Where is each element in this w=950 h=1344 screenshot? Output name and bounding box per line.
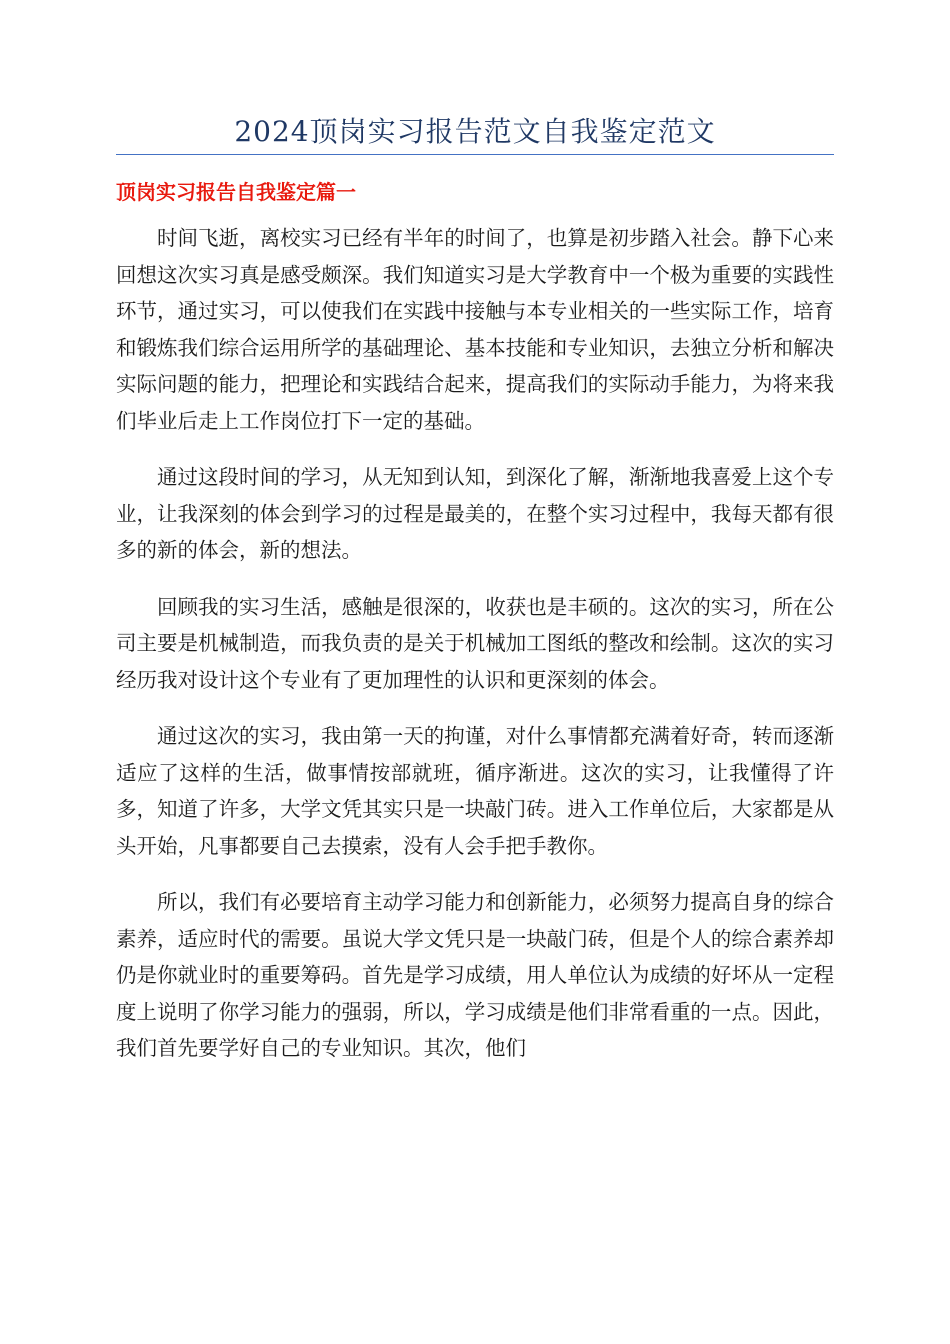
paragraph-1: 时间飞逝，离校实习已经有半年的时间了，也算是初步踏入社会。静下心来回想这次实习真是感受颇深。我们知道实习是大学教育中一个极为重要的实践性环节，通过实习，可以使我们在实践中接触与本专业相关的一些实际工作，培育和锻炼我们综合运用所学的基础理论、基本技能和专业知识，去独立分析和解决实际问题的能力，把理论和实践结合起来，提高我们的实际动手能力，为将来我们毕业后走上工作岗位打下一定的基础。 [116, 226, 834, 433]
paragraph-3: 回顾我的实习生活，感触是很深的，收获也是丰硕的。这次的实习，所在公司主要是机械制造，而我负责的是关于机械加工图纸的整改和绘制。这次的实习经历我对设计这个专业有了更加理性的认识和更深刻的体会。 [116, 594, 834, 692]
document-body [116, 220, 834, 1087]
paragraph-4: 通过这次的实习，我由第一天的拘谨，对什么事情都充满着好奇，转而逐渐适应了这样的生活，做事情按部就班，循序渐进。这次的实习，让我懂得了许多，知道了许多，大学文凭其实只是一块敲门砖。进入工作单位后，大家都是从头开始，凡事都要自己去摸索，没有人会手把手教你。 [116, 724, 834, 858]
paragraph-2: 通过这段时间的学习，从无知到认知，到深化了解，渐渐地我喜爱上这个专业，让我深刻的体会到学习的过程是最美的，在整个实习过程中，我每天都有很多的新的体会，新的想法。 [116, 465, 834, 562]
section-heading: 顶岗实习报告自我鉴定篇一 [116, 180, 356, 204]
paragraph-5: 所以，我们有必要培育主动学习能力和创新能力，必须努力提高自身的综合素养，适应时代的需要。虽说大学文凭只是一块敲门砖，但是个人的综合素养却仍是你就业时的重要筹码。首先是学习成绩，用人单位认为成绩的好坏从一定程度上说明了你学习能力的强弱，所以，学习成绩是他们非常看重的一点。因此，我们首先要学好自己的专业知识。其次，他们 [116, 890, 834, 1060]
document-title: 2024顶岗实习报告范文自我鉴定范文 [234, 115, 716, 148]
title-underline [116, 154, 834, 155]
